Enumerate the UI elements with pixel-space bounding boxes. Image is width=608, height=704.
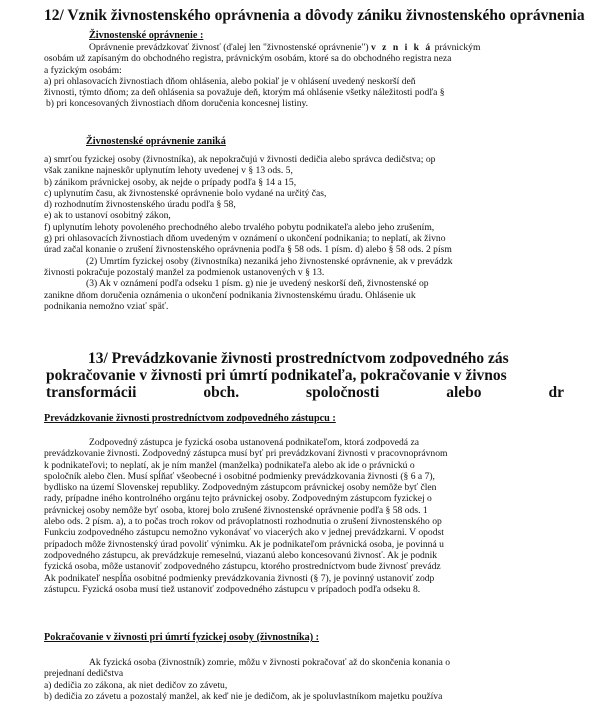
text-line: f) uplynutím lehoty povoleného prechodného alebo trvalého pobytu podnikateľa alebo jeho zrušením, (44, 221, 435, 233)
text-line: právnickej osoby nemôže byť osoba, ktorej bolo zrušené živnostenské oprávnenie podľa § 58 ods. 1 (44, 504, 428, 516)
text-line: e) ak to ustanoví osobitný zákon, (44, 210, 171, 222)
text-line: Ak fyzická osoba (živnostník) zomrie, môžu v živnosti pokračovať až do skončenia konania o (89, 657, 451, 668)
heading-word: transformácii (46, 384, 137, 401)
paragraph-vznik (0, 42, 520, 110)
text-line: Oprávnenie prevádzkovať živnosť (ďalej len "živnostenské oprávnenie") v z n i k á právnickým (89, 42, 481, 53)
text-line: podnikania nemožno vziať späť. (44, 300, 169, 312)
text-line: úrad začal konanie o zrušení živnostenského oprávnenia podľa § 58 ods. 1 písm. d) alebo § 58 ods. 2 písm (44, 244, 452, 256)
text-line: alebo ods. 2 písm. a), a to počas troch rokov od právoplatnosti rozhodnutia o zrušení živnostenského op (44, 516, 442, 528)
subheading-opravnenie-zanika: Živnostenské oprávnenie zaniká (86, 136, 226, 147)
text-line: a) pri ohlasovacích živnostiach dňom ohlásenia, alebo pokiaľ je v ohlásení uvedený neskorší deň (44, 75, 416, 87)
heading-section-12: 12/ Vznik živnostenského oprávnenia a dôvody zániku živnostenského oprávnenia (44, 7, 585, 24)
text-line: k podnikateľovi; to neplatí, ak je ním manžel (manželka) podnikateľa alebo ak ide o právnickú o (44, 459, 415, 471)
text-line: c) uplynutím času, ak živnostenské oprávnenie bolo vydané na určitý čas, (44, 187, 327, 199)
text-line: zanikne dňom doručenia oznámenia o ukončení podnikania živnostenskému úradu. Ohlásenie uk (44, 289, 416, 301)
heading-word: spoločnosti (306, 384, 380, 401)
subheading-pokracovanie-umrtie: Pokračovanie v živnosti pri úmrtí fyzickej osoby (živnostníka) : (44, 632, 320, 643)
text-line: Ak podnikateľ nespĺňa osobitné podmienky prevádzkovania živnosti (§ 7), je povinný ustanoviť zodp (44, 572, 435, 584)
text-line: prevádzkovanie živnosti. Zodpovedný zástupca musí byť pri prevádzkovaní živnosti v pracovnoprávnom (44, 448, 448, 460)
text-line: spoločník alebo člen. Musí spĺňať všeobecné i osobitné podmienky prevádzkovania živnosti (§ 6 a 7), (44, 470, 435, 482)
text-line: fyzická osoba, môže ustanoviť zodpovedného zástupcu, ktorého prostredníctvom bude živnosť prevádz (44, 561, 441, 573)
text-line: b) dedičia zo závetu a pozostalý manžel, ak keď nie je dedičom, ak je spoluvlastníkom majetku používa (44, 690, 443, 702)
text-line: a fyzickým osobám: (44, 64, 122, 76)
paragraph-zodpovedny-zastupca (0, 437, 520, 595)
heading-line: 13/ Prevádzkovanie živnosti prostredníctvom zodpovedného zás (88, 350, 509, 367)
text-line: b) pri koncesovaných živnostiach dňom doručenia koncesnej listiny. (46, 98, 309, 110)
text-line: živnosti, týmto dňom; za deň ohlásenia sa považuje deň, ktorým má ohlásenie všetky náležitosti podľa § (44, 87, 445, 99)
text-line: a) smrťou fyzickej osoby (živnostníka), ak nepokračujú v živnosti dedičia alebo správca dedičstva; op (44, 154, 436, 165)
paragraph-pokracovanie (0, 657, 520, 702)
text-line: b) zánikom právnickej osoby, ak nejde o prípady podľa § 14 a 15, (44, 176, 297, 188)
text-line: Zodpovedný zástupca je fyzická osoba ustanovená podnikateľom, ktorá zodpovedá za (89, 437, 419, 448)
heading-section-13 (46, 350, 608, 401)
text-line: d) rozhodnutím živnostenského úradu podľa § 58, (44, 199, 236, 211)
text-line: zodpovedného zástupcu, ak prevádzkuje remeselnú, viazanú alebo koncesovanú živnosť. Ak je podnik (44, 549, 438, 561)
text-line: (3) Ak v oznámení podľa odseku 1 písm. g) nie je uvedený neskorší deň, živnostenské op (86, 278, 429, 290)
text-line: (2) Umrtím fyzickej osoby (živnostníka) nezaniká jeho živnostenské oprávnenie, ak v prevádzk (86, 255, 453, 267)
heading-word: alebo (446, 384, 482, 401)
text-line: Funkciu zodpovedného zástupcu nemožno vykonávať vo viacerých ako v jednej prevádzkarni. V opodst (44, 527, 444, 539)
paragraph-zanik (0, 154, 520, 312)
text-line: prípadoch môže živnostenský úrad povoliť výnimku. Ak je podnikateľom právnická osoba, je povinná u (44, 538, 444, 550)
heading-word: obch. (203, 384, 240, 401)
text-line: prejednaní dedičstva (44, 668, 124, 680)
text-line: g) pri ohlasovacích živnostiach dňom uvedeným v oznámení o ukončení podnikania; to neplatí, ak živno (44, 233, 446, 245)
heading-word: dr (548, 384, 564, 401)
text-line: bydlisko na území Slovenskej republiky. Zodpovedným zástupcom právnickej osoby nemôže byť člen (44, 482, 437, 494)
text-line: a) dedičia zo zákona, ak niet dedičov zo závetu, (44, 679, 228, 691)
text-line: živnosti pokračuje pozostalý manžel za podmienok ustanovených v § 13. (44, 266, 325, 278)
heading-line: pokračovanie v živnosti pri úmrtí podnikateľa, pokračovanie v živnos (46, 367, 507, 384)
text-line: zástupcu. Fyzická osoba musí tiež ustanoviť zodpovedného zástupcu v prípadoch podľa odseku 8. (44, 583, 421, 595)
subheading-zivnostenske-opravnenie: Živnostenské oprávnenie : (89, 30, 204, 41)
text-line: osobám už zapísaným do obchodného registra, právnickým osobám, ktoré sa do obchodného registra neza (44, 53, 452, 65)
text-line: rady, prípadne iného kontrolného orgánu tejto právnickej osoby. Zodpovedným zástupcom fyzickej o (44, 493, 432, 505)
text-line: však zanikne najneskôr uplynutím lehoty uvedenej v § 13 ods. 5, (44, 165, 293, 177)
subheading-zodpovedny-zastupca: Prevádzkovanie živnosti prostredníctvom zodpovedného zástupcu : (44, 413, 336, 424)
heading-line (46, 384, 564, 401)
